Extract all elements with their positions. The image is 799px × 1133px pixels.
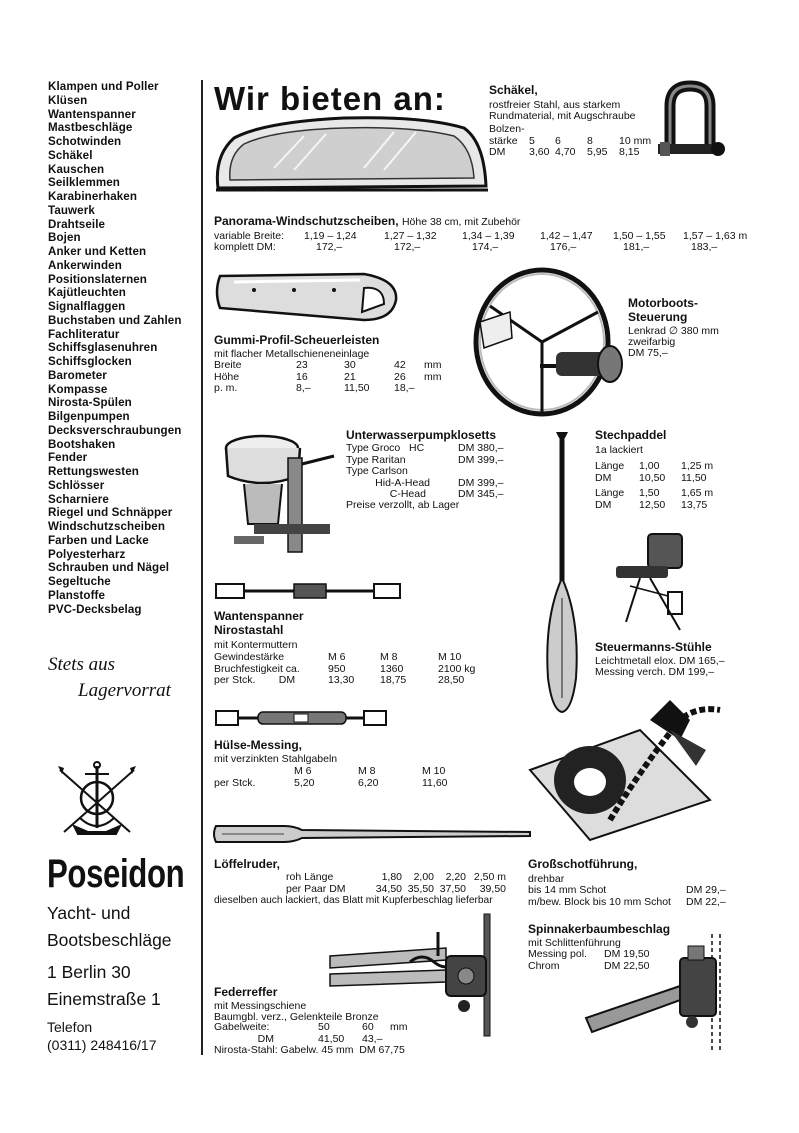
grossschot-sub: drehbar <box>528 873 565 885</box>
category-item: Bootshaken <box>48 437 116 451</box>
category-item: Barometer <box>48 368 107 382</box>
category-item: Karabinerhaken <box>48 190 138 203</box>
category-item: Positionslaternen <box>48 272 147 286</box>
shackle-icon <box>656 80 724 168</box>
motorboot-line-2: zweifarbig <box>628 336 676 348</box>
spinnaker-sub: mit Schlittenführung <box>528 937 621 949</box>
steering-wheel-icon <box>470 262 630 422</box>
category-item: Farben und Lacke <box>48 533 149 547</box>
category-item: Kajütleuchten <box>48 286 126 300</box>
company-city: 1 Berlin 30 <box>47 962 131 982</box>
schaekel-table: Bolzen- stärke 5 6 8 10 mm DM 3,60 4,70 5,95 8,15 <box>489 123 652 158</box>
huelse-table: M 6 M 8 M 10 per Stck. 5,20 6,20 11,60 <box>214 765 448 789</box>
windshield-icon <box>214 108 490 194</box>
tel-number: (0311) 248416/17 <box>47 1037 157 1053</box>
gummi-title: Gummi-Profil-Scheuerleisten <box>214 333 380 347</box>
schaekel-title: Schäkel, <box>489 83 538 97</box>
company-line-2: Bootsbeschläge <box>47 930 172 950</box>
category-item: Signalflaggen <box>48 300 126 313</box>
category-item: Klampen und Poller <box>48 80 159 93</box>
category-item: PVC-Decksbelag <box>48 602 142 616</box>
category-item: Schiffsglocken <box>48 355 132 368</box>
category-item: Wantenspanner <box>48 107 136 121</box>
wantenspanner-title-2: Nirostastahl <box>214 623 284 637</box>
column-divider <box>201 80 203 1055</box>
category-item: Mastbeschläge <box>48 121 133 135</box>
category-item: Schäkel <box>48 148 93 162</box>
huelse-desc: mit verzinkten Stahlgabeln <box>214 753 338 765</box>
stock-line-2: Lagervorrat <box>78 680 171 701</box>
category-item: Nirosta-Spülen <box>48 396 132 410</box>
stechpaddel-title: Stechpaddel <box>595 428 667 442</box>
category-item: Drahtseile <box>48 217 106 231</box>
company-name: Poseidon <box>47 852 185 896</box>
category-item: Schotwinden <box>48 135 122 148</box>
category-item: Bilgenpumpen <box>48 410 130 423</box>
loeffel-table: roh Länge 1,80 2,00 2,20 2,50 m per Paar DM 34,50 35,50 37,50 39,50 <box>286 871 506 895</box>
company-line-1: Yacht- und <box>47 903 131 923</box>
steuermann-line-1: Leichtmetall elox. DM 165,– <box>595 655 725 667</box>
category-item: Ankerwinden <box>48 258 122 272</box>
category-item: Planstoffe <box>48 588 106 602</box>
category-item: Schiffsglasenuhren <box>48 341 158 355</box>
motorboot-line-1: Lenkrad ∅ 380 mm <box>628 325 719 337</box>
paddle-icon <box>538 428 588 716</box>
spinnaker-fitting-icon <box>580 932 730 1052</box>
wantenspanner-desc: mit Kontermuttern <box>214 639 298 651</box>
category-item: Seilklemmen <box>48 176 120 190</box>
category-item: Kauschen <box>48 162 105 176</box>
gummi-desc: mit flacher Metallschieneneinlage <box>214 348 370 360</box>
spinnaker-table: Messing pol. DM 19,50 Chrom DM 22,50 <box>528 948 650 972</box>
panorama-widths: variable Breite: 1,19 – 1,24 1,27 – 1,32 1,34 – 1,39 1,42 – 1,47 1,50 – 1,55 1,57 – 1,63 m <box>214 230 748 242</box>
company-address <box>47 900 172 1013</box>
klosett-note: Preise verzollt, ab Lager <box>346 499 460 511</box>
category-item: Windschutzscheiben <box>48 520 166 533</box>
category-item: Rettungswesten <box>48 465 139 478</box>
schaekel-desc-1: rostfreier Stahl, aus starkem <box>489 99 621 111</box>
panorama-title: Panorama-Windschutzscheiben, <box>214 214 399 228</box>
stechpaddel-table: Länge 1,00 1,25 m DM 10,50 11,50 Länge 1,50 1,65 m DM 12,50 13,75 <box>595 460 714 511</box>
panorama-heading <box>214 214 520 228</box>
loeffel-title: Löffelruder, <box>214 857 281 871</box>
panorama-subtitle: Höhe 38 cm, mit Zubehör <box>401 216 521 228</box>
motorboot-title-2: Steuerung <box>628 310 688 324</box>
stock-line-1: Stets aus <box>48 654 116 675</box>
wantenspanner-title-1: Wantenspanner <box>214 609 304 623</box>
huelse-title: Hülse-Messing, <box>214 738 303 752</box>
steuermann-line-2: Messing verch. DM 199,– <box>595 666 715 678</box>
oar-icon <box>214 822 534 846</box>
category-item: Decksverschraubungen <box>48 423 182 437</box>
category-item: Buchstaben und Zahlen <box>48 313 182 327</box>
klosett-title: Unterwasserpumpklosetts <box>346 428 497 442</box>
federreffer-line-2: Baumgbl. verz., Gelenkteile Bronze <box>214 1011 379 1023</box>
category-item: Anker und Ketten <box>48 245 147 258</box>
federreffer-line-1: mit Messingschiene <box>214 1000 307 1012</box>
category-item: Bojen <box>48 231 81 245</box>
category-item: Fachliteratur <box>48 327 120 341</box>
grossschot-title: Großschotführung, <box>528 857 638 871</box>
category-item: Scharniere <box>48 492 109 506</box>
anchor-emblem-icon <box>52 760 142 842</box>
category-item: Klüsen <box>48 93 88 107</box>
steuermann-title: Steuermanns-Stühle <box>595 640 712 654</box>
federreffer-table: Gabelweite: 50 60 mm DM 41,50 43,– <box>214 1021 408 1045</box>
klosett-table: Type Groco HC DM 380,– Type Raritan DM 399,– Type Carlson Hid-A-Head DM 399,– C-Head DM 345,– <box>346 442 504 500</box>
federreffer-note: Nirosta-Stahl: Gabelw. 45 mm DM 67,75 <box>214 1044 405 1056</box>
spinnaker-title: Spinnakerbaumbeschlag <box>528 922 671 936</box>
category-item: Tauwerk <box>48 203 95 217</box>
marine-toilet-icon <box>214 428 344 558</box>
category-item: Polyesterharz <box>48 547 126 561</box>
category-list <box>48 80 198 616</box>
tel-label: Telefon <box>47 1019 93 1035</box>
category-item: Riegel und Schnäpper <box>48 506 173 520</box>
schaekel-desc-2: Rundmaterial, mit Augschraube <box>489 110 636 122</box>
turnbuckle-icon <box>214 578 404 604</box>
category-item: Schlösser <box>48 478 105 492</box>
loeffel-note: dieselben auch lackiert, das Blatt mit Kupferbeschlag lieferbar <box>214 895 493 906</box>
category-item: Schrauben und Nägel <box>48 561 170 575</box>
company-street: Einemstraße 1 <box>47 989 161 1009</box>
motorboot-title-1: Motorboots- <box>628 296 698 310</box>
category-item: Kompasse <box>48 382 108 396</box>
motorboot-line-3: DM 75,– <box>628 347 668 359</box>
page-headline: Wir bieten an: <box>214 80 446 117</box>
federreffer-title: Federreffer <box>214 985 278 999</box>
category-item: Fender <box>48 451 88 465</box>
panorama-prices: komplett DM: 172,– 172,– 174,– 176,– 181,– 183,– <box>214 241 718 253</box>
company-telephone <box>47 1018 157 1054</box>
mainsheet-lead-icon <box>520 690 720 850</box>
wantenspanner-table: Gewindestärke M 6 M 8 M 10 Bruchfestigkeit ca. 950 1360 2100 kg per Stck. DM 13,30 18,75 28,50 <box>214 651 476 686</box>
category-item: Segeltuche <box>48 575 111 588</box>
grossschot-table: bis 14 mm Schot DM 29,– m/bew. Block bis 10 mm Schot DM 22,– <box>528 884 726 908</box>
stechpaddel-sub: 1a lackiert <box>595 444 643 456</box>
rubber-profile-icon <box>214 266 400 326</box>
helmsman-chair-icon <box>610 530 700 636</box>
sleeve-turnbuckle-icon <box>214 706 390 730</box>
gummi-table: Breite 23 30 42 mm Höhe 16 21 26 mm p. m. 8,– 11,50 18,– <box>214 359 442 394</box>
